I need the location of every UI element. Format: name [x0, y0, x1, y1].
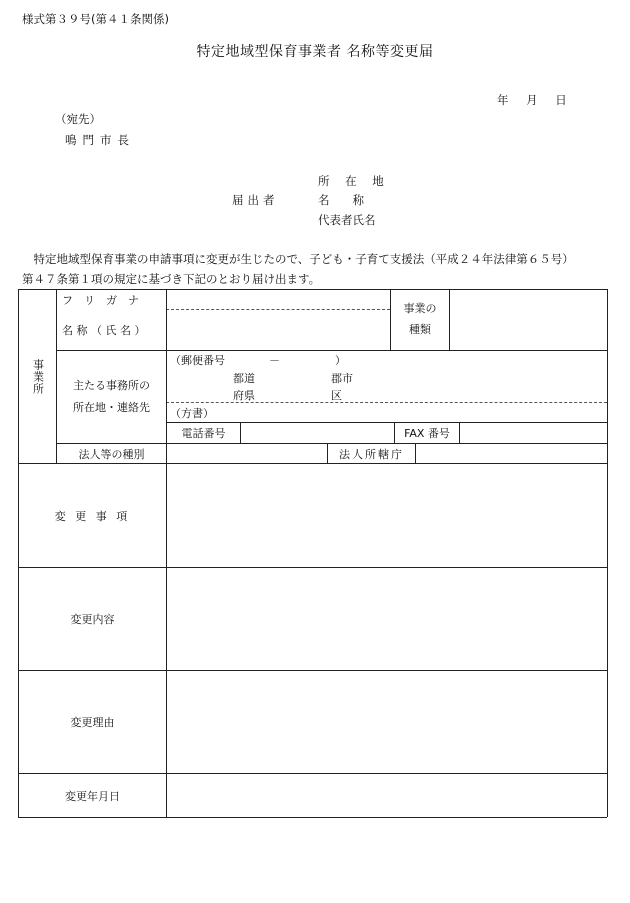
body-text-line-1: 特定地域型保育事業の申請事項に変更が生じたので、子ども・子育て支援法（平成２４年法律第６５号） [22, 252, 574, 266]
business-type-label-2: 種類 [409, 323, 431, 336]
applicant-name-label: 名 称 [318, 193, 364, 207]
addressee-label: （宛先） [55, 112, 101, 126]
change-content-label: 変更内容 [70, 613, 115, 626]
date-line: 年 月 日 [497, 93, 567, 107]
katagaki-label: （方書） [170, 407, 214, 420]
form-title: 特定地域型保育事業者 名称等変更届 [196, 44, 434, 60]
phone-label: 電話番号 [181, 427, 226, 440]
body-text-line-2: 第４７条第１項の規定に基づき下記のとおり届け出ます。 [22, 272, 321, 286]
applicant-label: 届出者 [232, 193, 279, 207]
city-label-2: 区 [331, 389, 342, 402]
change-items-label: 変 更 事 項 [54, 509, 131, 523]
fax-label: FAX 番号 [404, 427, 450, 440]
name-label: 名 称 （ 氏 名 ） [62, 324, 146, 337]
addressee: 鳴門市長 [65, 133, 135, 147]
business-type-label: 事業の [403, 302, 437, 315]
applicant-representative-label: 代表者氏名 [318, 213, 376, 227]
change-reason-label: 変更理由 [70, 716, 115, 729]
office-label: 事業所 [31, 358, 45, 395]
city-label-1: 郡市 [331, 372, 353, 385]
furigana-label: フ リ ガ ナ [62, 293, 139, 307]
corp-jurisdiction-label: 法人所轄庁 [339, 447, 404, 461]
corp-type-label: 法人等の種別 [78, 447, 145, 461]
postal-code-label: （郵便番号 － ） [170, 354, 346, 367]
prefecture-label-1: 都道 [233, 372, 255, 385]
applicant-address-label: 所 在 地 [318, 174, 390, 188]
main-office-label-1: 主たる事務所の [73, 379, 150, 392]
prefecture-label-2: 府県 [233, 389, 255, 402]
main-office-label-2: 所在地・連絡先 [73, 401, 150, 414]
form-number: 様式第３９号(第４１条関係) [22, 12, 169, 26]
change-date-label: 変更年月日 [65, 789, 120, 803]
